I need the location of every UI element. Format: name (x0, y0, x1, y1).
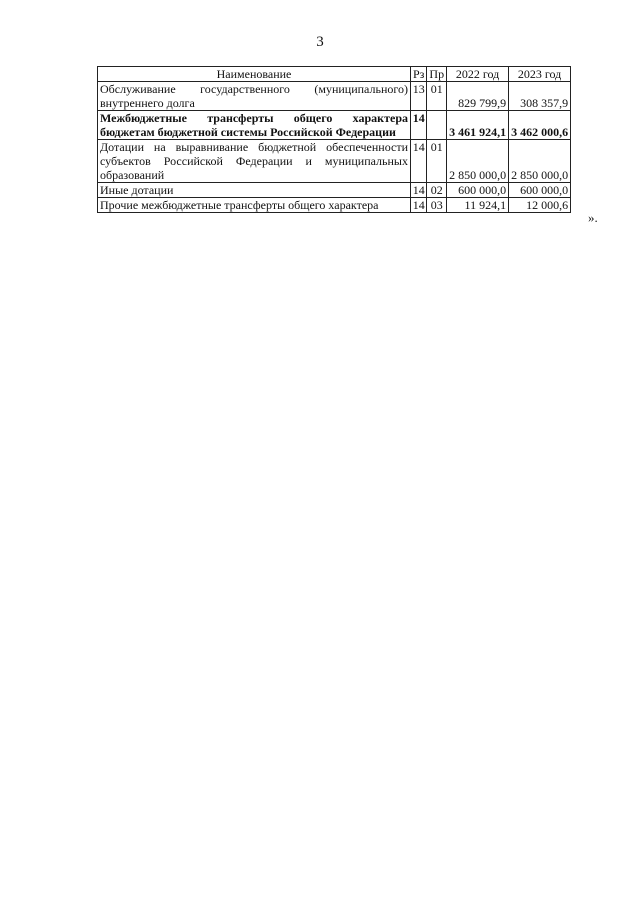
row-name: Дотации на выравнивание бюджетной обеспеченности субъектов Российской Федерации и муниципальных образований (98, 140, 411, 183)
closing-quote: ». (588, 210, 598, 225)
row-year-2023: 12 000,6 (509, 198, 571, 213)
budget-table (97, 66, 571, 213)
row-name: Межбюджетные трансферты общего характера бюджетам бюджетной системы Российской Федерации (98, 111, 411, 140)
table-header-row (98, 67, 571, 82)
table-row (98, 111, 571, 140)
row-year-2022: 829 799,9 (447, 82, 509, 111)
row-rz: 13 (411, 82, 427, 111)
row-pr: 01 (427, 140, 447, 183)
row-pr: 02 (427, 183, 447, 198)
table-row (98, 198, 571, 213)
row-name: Прочие межбюджетные трансферты общего характера (98, 198, 411, 213)
row-year-2022: 2 850 000,0 (447, 140, 509, 183)
header-pr: Пр (427, 67, 447, 82)
row-year-2022: 600 000,0 (447, 183, 509, 198)
row-year-2022: 11 924,1 (447, 198, 509, 213)
table-row (98, 140, 571, 183)
row-year-2023: 3 462 000,6 (509, 111, 571, 140)
row-year-2023: 600 000,0 (509, 183, 571, 198)
row-name: Иные дотации (98, 183, 411, 198)
row-year-2022: 3 461 924,1 (447, 111, 509, 140)
table-row (98, 183, 571, 198)
header-name: Наименование (98, 67, 411, 82)
row-pr (427, 111, 447, 140)
row-year-2023: 308 357,9 (509, 82, 571, 111)
row-rz: 14 (411, 183, 427, 198)
row-rz: 14 (411, 111, 427, 140)
row-year-2023: 2 850 000,0 (509, 140, 571, 183)
row-rz: 14 (411, 140, 427, 183)
table-row (98, 82, 571, 111)
row-name: Обслуживание государственного (муниципального) внутреннего долга (98, 82, 411, 111)
row-pr: 01 (427, 82, 447, 111)
header-rz: Рз (411, 67, 427, 82)
row-pr: 03 (427, 198, 447, 213)
header-year-2023: 2023 год (509, 67, 571, 82)
page-number: 3 (316, 34, 324, 50)
row-rz: 14 (411, 198, 427, 213)
header-year-2022: 2022 год (447, 67, 509, 82)
